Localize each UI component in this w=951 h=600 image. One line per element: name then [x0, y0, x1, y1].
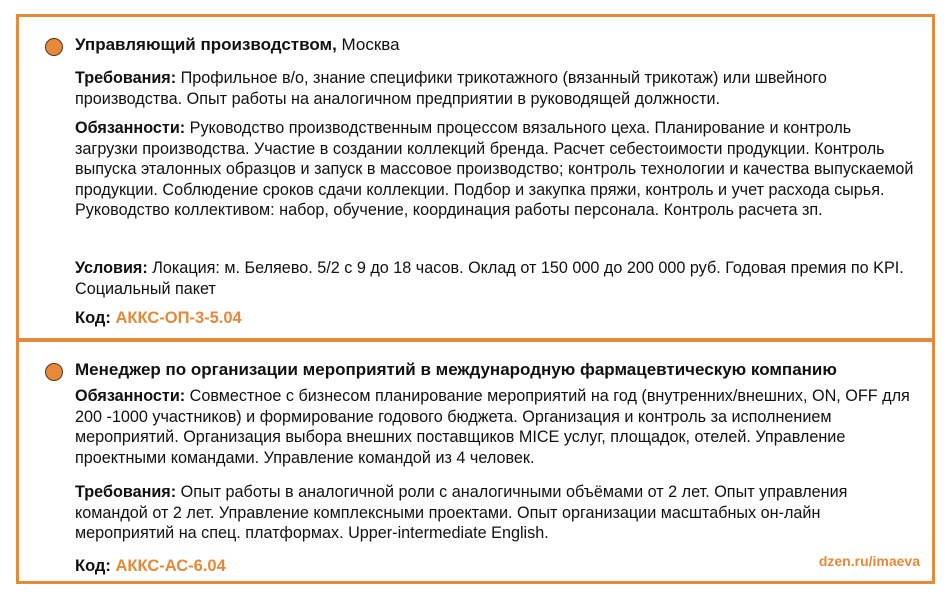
- conditions-paragraph: Условия: Локация: м. Беляево. 5/2 с 9 до 18 часов. Оклад от 150 000 до 200 000 руб. Годовая премия по KPI. Социальный пакет: [75, 259, 904, 298]
- watermark: dzen.ru/imaeva: [818, 553, 920, 569]
- vacancy-code-value: АККС-ОП-3-5.04: [115, 309, 242, 327]
- vacancy-code-value: АККС-АС-6.04: [115, 557, 226, 575]
- duties-paragraph: Обязанности: Совместное с бизнесом планирование мероприятий на год (внутренних/внешних, ON, OFF для 200 -1000 участников) и формирование годового бюджета. Организация и контроль за исполнением мероприятий. Организация выбора внешних поставщиков MICE услуг, площадок, отелей. Управление проектными командами. Управление командой из 4 человек.: [75, 387, 910, 467]
- vacancy-title: Управляющий производством, Москва: [75, 35, 400, 54]
- orange-bullet-icon: [45, 363, 63, 381]
- duties-paragraph: Обязанности: Руководство производственным процессом вязального цеха. Планирование и контроль загрузки производства. Участие в создании коллекций бренда. Расчет себестоимости продукции. Контроль выпуска эталонных образцов и запуск в массовое производство; контроль технологии и качества выпускаемой продукции. Соблюдение сроков сдачи коллекции. Подбор и закупка пряжи, контроль и учет расхода сырья. Руководство коллективом: набор, обучение, координация работы персонала. Контроль расчета зп.: [75, 119, 914, 219]
- vacancy-code: Код: АККС-АС-6.04: [75, 557, 226, 575]
- requirements-paragraph: Требования: Опыт работы в аналогичной роли с аналогичными объёмами от 2 лет. Опыт управления командой от 2 лет. Управление комплексными проектами. Опыт организации масштабных он-лайн мероприятий на спец. платформах. Upper-intermediate English.: [75, 483, 848, 542]
- requirements-paragraph: Требования: Профильное в/о, знание специфики трикотажного (вязанный трикотаж) или швейного производства. Опыт работы на аналогичном предприятии в руководящей должности.: [75, 69, 827, 108]
- vacancy-location: Москва: [336, 35, 400, 54]
- orange-bullet-icon: [45, 38, 63, 56]
- vacancy-code: Код: АККС-ОП-3-5.04: [75, 309, 242, 327]
- vacancy-card-production-manager: [16, 14, 935, 341]
- vacancy-title: Менеджер по организации мероприятий в международную фармацевтическую компанию: [75, 360, 837, 379]
- vacancy-card-event-manager: [16, 339, 935, 584]
